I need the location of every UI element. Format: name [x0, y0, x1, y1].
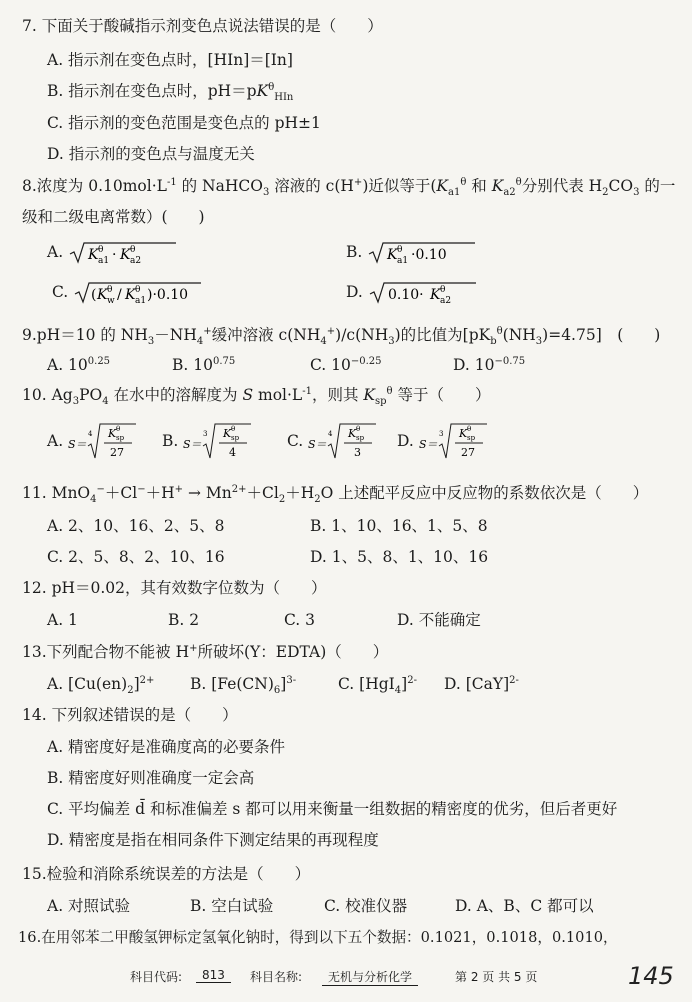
- handwritten-page-number: 145: [628, 962, 674, 990]
- q10-option-b: B. S＝ 3 K sp θ 4: [162, 420, 253, 464]
- root-fraction-icon: [419, 420, 489, 464]
- q11-stem: 11. $MnO_4^-+Cl^-+H^+ \to Mn^{2+}+Cl_2+H_2O$ 上述配平反应中反应物的系数依次是（ ）: [22, 484, 649, 505]
- svg-text:sp: sp: [231, 434, 240, 442]
- q13-option-b: B. $[Fe(CN)_6]^{3-}$: [190, 675, 297, 696]
- q15-option-d: D. A、B、C 都可以: [455, 897, 594, 915]
- svg-text:a2: a2: [130, 256, 142, 266]
- svg-text:a2: a2: [439, 296, 451, 306]
- svg-text:w: w: [107, 296, 115, 306]
- svg-text:K: K: [458, 427, 467, 440]
- sqrt-icon: [368, 280, 478, 306]
- q10-stem: 10. $Ag_3PO_4$ 在水中的溶解度为 S $mol\cdot L^{-1}$，则其 $K_{sp}^\theta$ 等于（ ）: [22, 386, 491, 407]
- q15-option-c: C. 校准仪器: [324, 897, 408, 915]
- q8-stem-line1: 8.浓度为 $0.10mol\cdot L^{-1}$ 的 NaHCO$_3$ 溶液的 c(H+)近似等于($K_{a1}^\theta$ 和 $K_{a2}^\theta$分别代表 $H_2CO_3$ 的一: [22, 177, 676, 198]
- q8-option-b: B. K a1 θ ·0.10: [346, 240, 477, 266]
- svg-text:θ: θ: [231, 425, 236, 433]
- subject-name: 无机与分析化学: [322, 968, 418, 986]
- svg-text:θ: θ: [397, 245, 403, 255]
- svg-text:K: K: [120, 247, 131, 263]
- q7-option-d: D. 指示剂的变色点与温度无关: [47, 145, 255, 163]
- svg-text:K: K: [348, 427, 357, 440]
- q11-option-b: B. 1、10、16、1、5、8: [310, 517, 488, 535]
- svg-text:θ: θ: [116, 425, 121, 433]
- svg-text:K: K: [108, 427, 117, 440]
- sqrt-icon: [68, 240, 178, 266]
- svg-text:/: /: [117, 287, 122, 303]
- svg-text:)·0.10: )·0.10: [147, 287, 189, 303]
- svg-text:4: 4: [88, 430, 93, 438]
- q8-option-d: D. 0.10· K a2 θ: [346, 280, 478, 306]
- svg-text:θ: θ: [98, 245, 104, 255]
- svg-text:a1: a1: [397, 256, 409, 266]
- q14-stem: 14. 下列叙述错误的是（ ）: [22, 706, 238, 724]
- svg-text:K: K: [88, 247, 99, 263]
- subject-name-label: 科目名称:: [250, 970, 303, 984]
- root-fraction-icon: [308, 420, 378, 464]
- q7-option-a: A. 指示剂在变色点时，[HIn]＝[In]: [47, 51, 293, 69]
- q14-option-d: D. 精密度是指在相同条件下测定结果的再现程度: [47, 831, 379, 849]
- svg-text:S＝: S＝: [183, 438, 202, 451]
- q12-option-c: C. 3: [284, 611, 316, 629]
- subject-code: 813: [196, 968, 231, 983]
- q12-option-d: D. 不能确定: [397, 611, 481, 629]
- sqrt-icon: [367, 240, 477, 266]
- q13-option-d: D. [CaY]$^{2-}$: [444, 675, 519, 693]
- svg-text:4: 4: [328, 430, 333, 438]
- svg-text:3: 3: [354, 446, 362, 459]
- root-fraction-icon: [183, 420, 253, 464]
- svg-text:4: 4: [229, 446, 237, 459]
- q16-stem: 16.在用邻苯二甲酸氢钾标定氢氧化钠时，得到以下五个数据：0.1021，0.1018，0.1010，: [18, 929, 618, 946]
- svg-text:27: 27: [460, 446, 475, 459]
- q10-option-a: A. S＝ 4 K sp θ 27: [47, 420, 138, 464]
- svg-text:θ: θ: [107, 285, 113, 295]
- subject-code-label: 科目代码:: [130, 970, 183, 984]
- svg-text:·: ·: [112, 247, 117, 263]
- q12-option-a: A. 1: [47, 611, 78, 629]
- svg-text:0.10·: 0.10·: [387, 287, 424, 303]
- q9-option-c: C. $10^{-0.25}$: [310, 356, 382, 374]
- svg-text:S＝: S＝: [418, 438, 438, 451]
- svg-text:·0.10: ·0.10: [411, 247, 447, 263]
- q12-option-b: B. 2: [168, 611, 200, 629]
- q8-option-a: A. K a1 θ · K a2 θ: [47, 240, 178, 266]
- svg-text:(: (: [91, 287, 97, 303]
- q15-option-a: A. 对照试验: [47, 897, 131, 915]
- q7-option-c: C. 指示剂的变色范围是变色点的 pH±1: [47, 114, 321, 132]
- q9-stem: 9.pH＝10 的 $NH_3-NH_4^+$缓冲溶液 $c(NH_4^+)/c(NH_3)$的比值为$[pK_b^\theta(NH_3)=4.75]$ ( ): [22, 326, 661, 347]
- q8-option-c: C. ( K w θ / K a1 θ )·0.10: [52, 280, 203, 306]
- svg-text:θ: θ: [130, 245, 136, 255]
- svg-text:3: 3: [203, 430, 208, 438]
- svg-text:a1: a1: [98, 256, 110, 266]
- q14-option-c: C. 平均偏差 d̄ 和标准偏差 s 都可以用来衡量一组数据的精密度的优劣，但后者更好: [47, 800, 618, 818]
- svg-text:θ: θ: [135, 285, 141, 295]
- svg-text:θ: θ: [439, 285, 446, 295]
- q8-stem-line2: 级和二级电离常数）( ): [22, 208, 205, 226]
- svg-text:K: K: [223, 427, 232, 440]
- svg-text:sp: sp: [466, 434, 475, 442]
- q11-option-a: A. 2、10、16、2、5、8: [47, 517, 225, 535]
- q9-option-d: D. $10^{-0.75}$: [453, 356, 526, 374]
- root-fraction-icon: [68, 420, 138, 464]
- svg-text:K: K: [429, 287, 441, 303]
- q10-option-c: C. S＝ 4 K sp θ 3: [287, 420, 378, 464]
- q15-option-b: B. 空白试验: [190, 897, 274, 915]
- q9-option-b: B. $10^{0.75}$: [172, 356, 236, 374]
- q7-option-b: B. 指示剂在变色点时，$pH=pK^\theta_{HIn}$: [47, 82, 294, 103]
- q13-option-c: C. $[HgI_4]^{2-}$: [338, 675, 417, 696]
- svg-text:S＝: S＝: [308, 438, 327, 451]
- q10-option-d: D. S＝ 3 K sp θ 27: [397, 420, 489, 464]
- q15-stem: 15.检验和消除系统误差的方法是（ ）: [22, 865, 311, 883]
- svg-text:27: 27: [110, 446, 125, 459]
- q13-stem: 13.下列配合物不能被 H+所破坏(Y：EDTA)（ ）: [22, 643, 389, 661]
- svg-text:K: K: [387, 247, 398, 263]
- q12-stem: 12. pH＝0.02，其有效数字位数为（ ）: [22, 579, 327, 597]
- q13-option-a: A. $[Cu(en)_2]^{2+}$: [47, 675, 155, 696]
- sqrt-icon: [73, 280, 203, 306]
- page-indicator: 第 2 页 共 5 页: [455, 970, 538, 984]
- q7-stem: 7. 下面关于酸碱指示剂变色点说法错误的是（ ）: [22, 17, 383, 35]
- q11-option-c: C. 2、5、8、2、10、16: [47, 548, 225, 566]
- q9-option-a: A. $10^{0.25}$: [47, 356, 111, 374]
- svg-text:3: 3: [438, 430, 444, 438]
- q14-option-b: B. 精密度好则准确度一定会高: [47, 769, 255, 787]
- svg-text:a1: a1: [135, 296, 147, 306]
- q14-option-a: A. 精密度好是准确度高的必要条件: [47, 738, 286, 756]
- svg-text:sp: sp: [116, 434, 125, 442]
- svg-text:θ: θ: [356, 425, 361, 433]
- q11-option-d: D. 1、5、8、1、10、16: [310, 548, 489, 566]
- svg-text:K: K: [125, 287, 136, 303]
- svg-text:K: K: [97, 287, 108, 303]
- svg-text:θ: θ: [466, 425, 471, 433]
- svg-text:S＝: S＝: [68, 438, 87, 451]
- svg-text:sp: sp: [356, 434, 365, 442]
